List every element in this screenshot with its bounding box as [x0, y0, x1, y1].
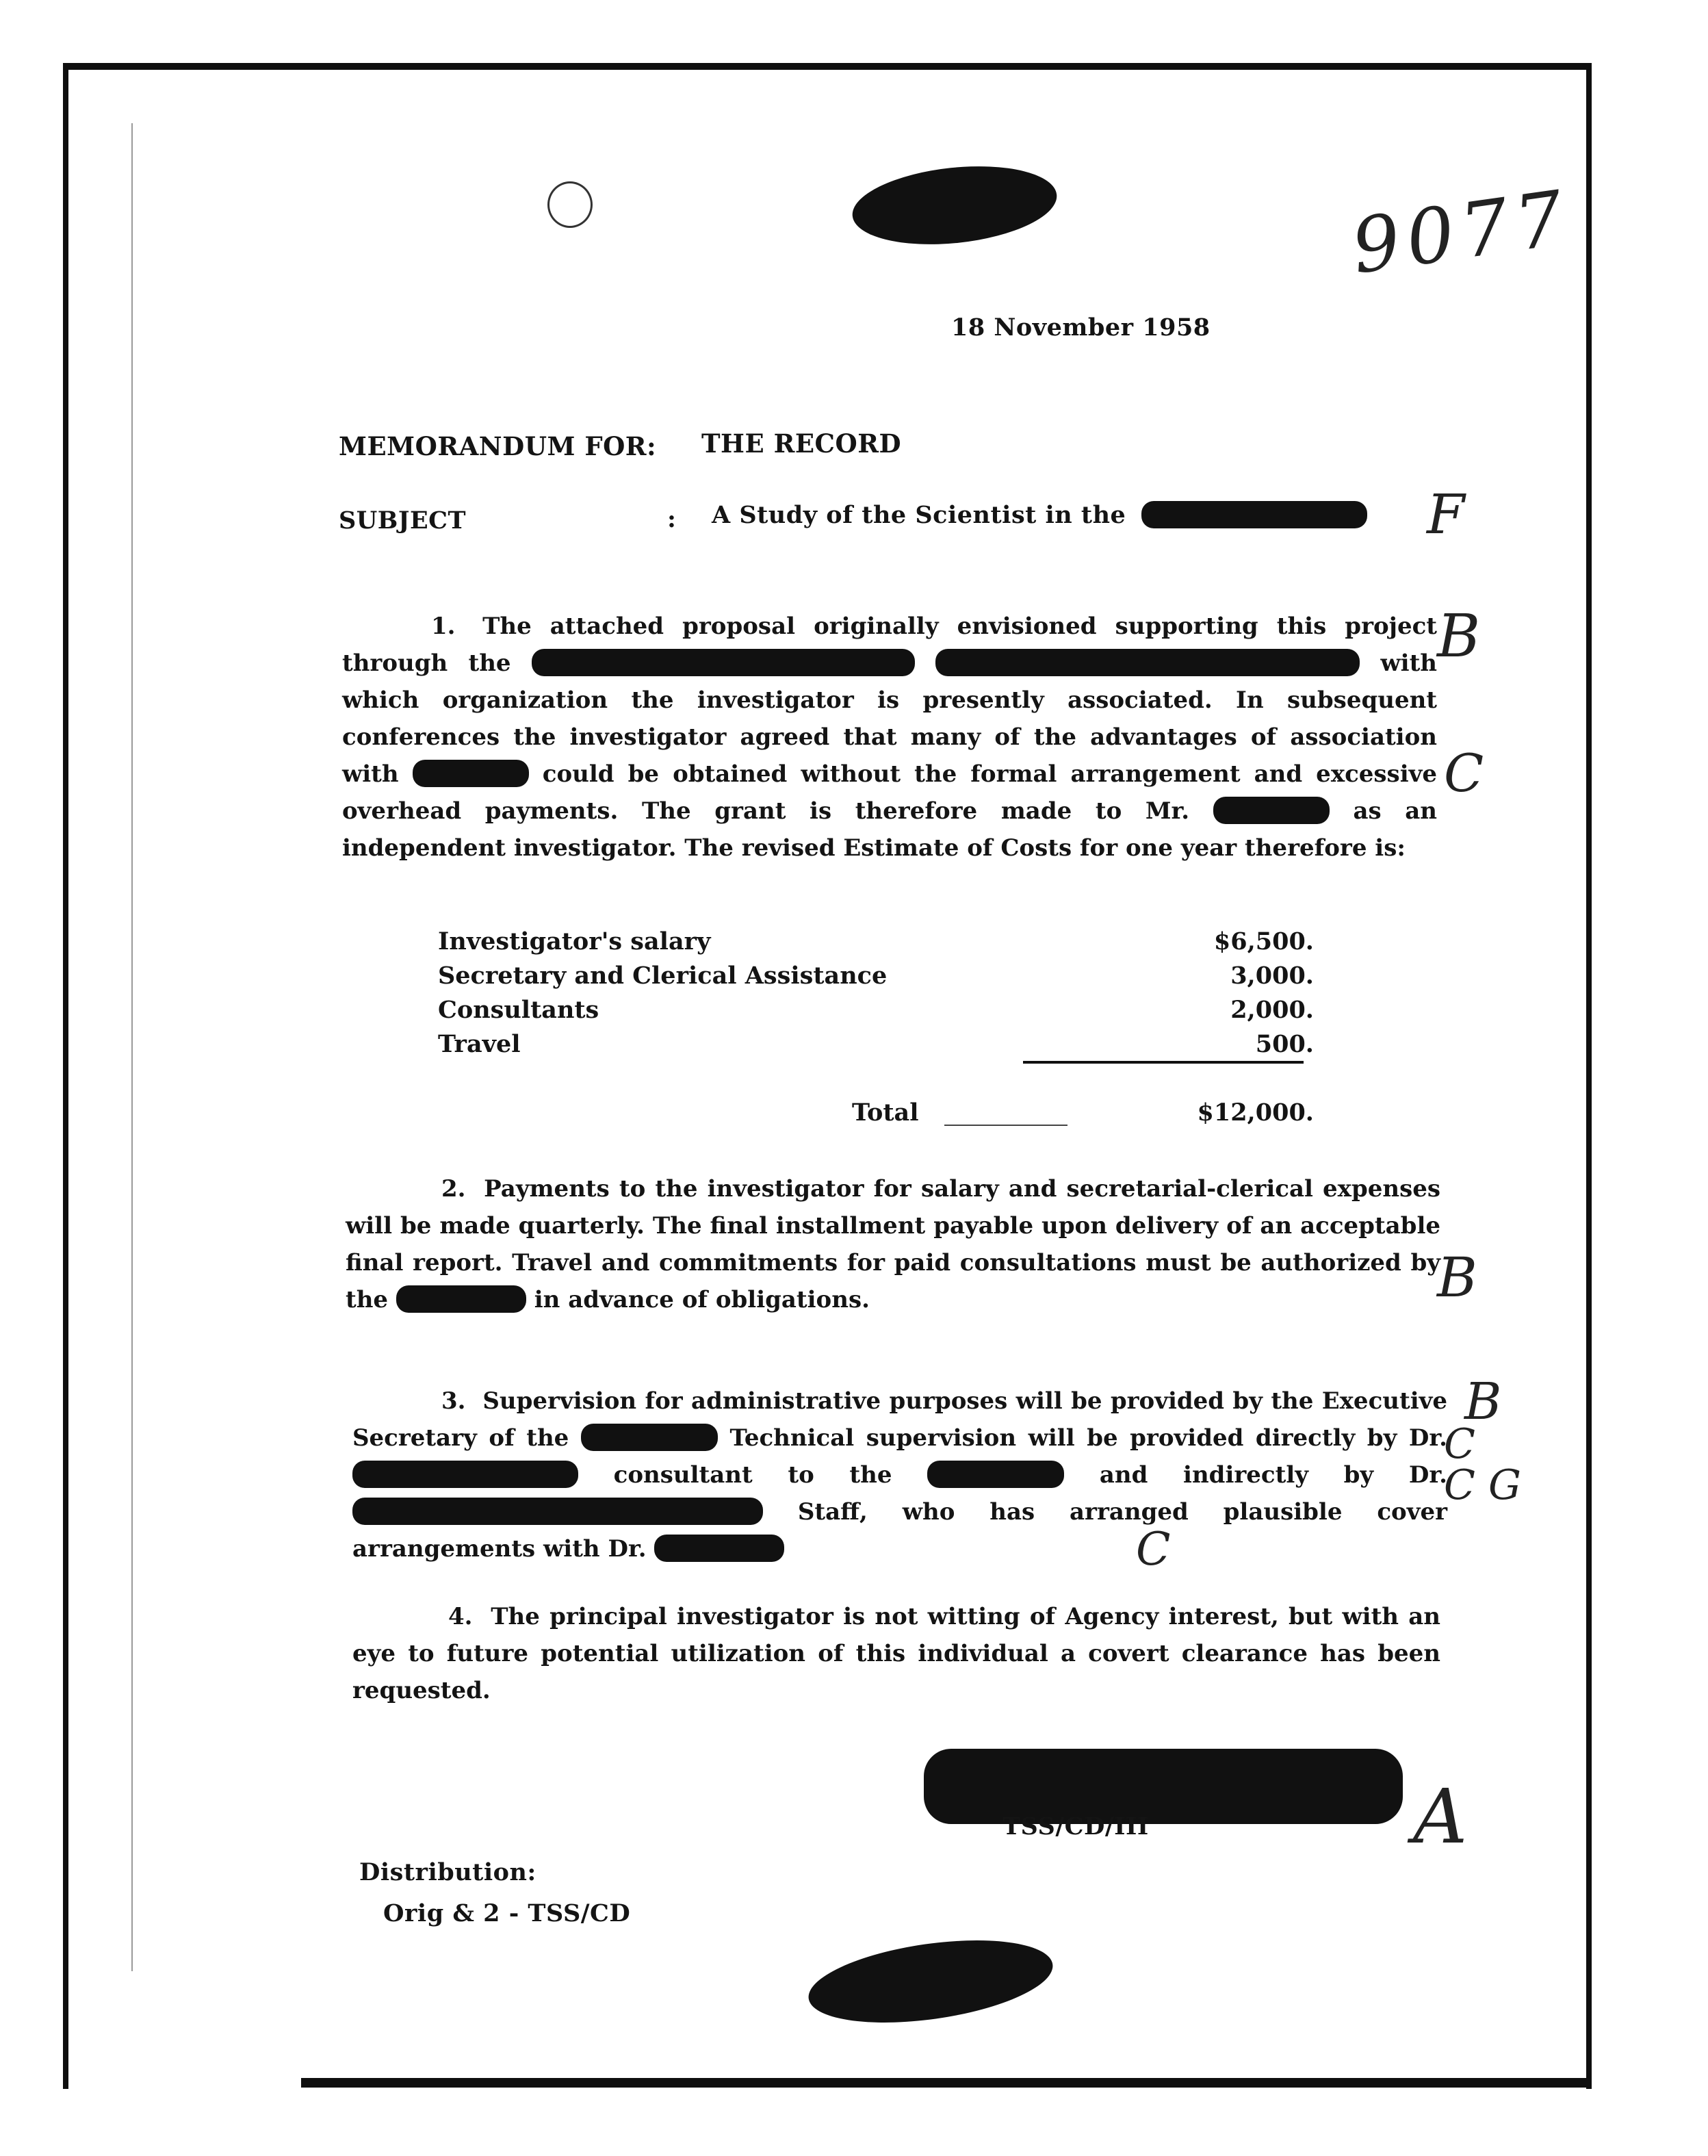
distribution-label: Distribution: [359, 1858, 536, 1886]
redaction-block [352, 1498, 763, 1525]
scan-border-left [63, 63, 68, 2089]
paragraph-4-number: 4. [448, 1603, 473, 1630]
paragraph-4-text: The principal investigator is not witting of Agency interest, but with an eye to future potential utilization of this individual a covert clearance has been requested. [352, 1603, 1440, 1704]
memo-date: 18 November 1958 [951, 313, 1211, 342]
redaction-block [396, 1285, 526, 1313]
scan-border-bottom [301, 2078, 1592, 2088]
redaction-block [413, 760, 529, 787]
distribution-line: Orig & 2 - TSS/CD [383, 1899, 631, 1927]
signature-office: TSS/CD/III [1002, 1812, 1149, 1840]
paragraph-1-text-b: with which organization the investigator is presently associated. In subsequent conferences the investigator agreed that many of the advantages of association with [342, 650, 1438, 788]
redaction-block [1141, 501, 1367, 528]
paragraph-2-number: 2. [441, 1175, 466, 1203]
paragraph-1 [342, 608, 1437, 867]
paragraph-3-text-d: and indirectly by Dr. [1099, 1461, 1447, 1489]
margin-mark-subject: F [1427, 483, 1465, 546]
subject-text [712, 501, 1367, 529]
redaction-block [927, 1461, 1064, 1488]
cost-total-rule [1023, 1061, 1304, 1064]
paragraph-3 [352, 1383, 1447, 1567]
cost-total-leader [944, 1125, 1068, 1126]
subject-label: SUBJECT [339, 506, 467, 535]
margin-mark-p3d: C [1136, 1523, 1171, 1576]
redaction-block [352, 1461, 578, 1488]
redaction-block [532, 649, 915, 676]
signature-redaction [924, 1749, 1403, 1824]
paragraph-3-text-a: Supervision for administrative purposes will be provided by the Executive Secretary of the [352, 1387, 1447, 1452]
paragraph-3-text-b: Technical supervision will be provided directly by Dr. [729, 1424, 1447, 1452]
bottom-ink-blot [803, 1927, 1058, 2036]
paragraph-1-text-a: The attached proposal originally envisioned supporting this project through the [342, 613, 1437, 677]
cost-label: Investigator's salary [438, 927, 711, 955]
paragraph-1-text-c: could be obtained without the formal arrangement and excessive overhead payments. The grant is therefore made to Mr. [342, 760, 1438, 825]
cost-amount: 2,000. [1230, 996, 1314, 1024]
paragraph-3-number: 3. [441, 1387, 466, 1415]
cost-total-amount: $12,000. [1197, 1099, 1314, 1127]
subject-text-content: A Study of the Scientist in the [712, 501, 1126, 529]
cost-label: Secretary and Clerical Assistance [438, 962, 888, 990]
margin-mark-p3b: C [1444, 1420, 1475, 1468]
paragraph-3-text-e: Staff, who has arranged plausible cover arrangements with Dr. [352, 1498, 1447, 1563]
punch-hole-mark [547, 181, 593, 228]
paragraph-2-text-b: in advance of obligations. [534, 1286, 870, 1313]
cost-amount: 3,000. [1230, 962, 1314, 990]
cost-label: Travel [438, 1030, 521, 1058]
cost-label: Consultants [438, 996, 599, 1024]
handwritten-document-number: 9077 [1346, 173, 1576, 291]
cost-total-label: Total [852, 1099, 919, 1127]
cost-amount: 500. [1255, 1030, 1314, 1058]
margin-mark-signature: A [1413, 1773, 1468, 1860]
scan-inner-margin-line [131, 123, 133, 1971]
memo-for-label: MEMORANDUM FOR: [339, 431, 657, 461]
top-ink-blot [849, 157, 1061, 254]
redaction-block [581, 1424, 718, 1451]
paragraph-1-text-d: as an independent investigator. The revised Estimate of Costs for one year therefore is: [342, 797, 1437, 862]
margin-mark-p2: B [1437, 1246, 1477, 1309]
margin-mark-p3c: C G [1444, 1461, 1521, 1509]
margin-mark-p1a: B [1437, 602, 1481, 671]
redaction-block [654, 1535, 784, 1562]
paragraph-3-text-c: consultant to the [613, 1461, 892, 1489]
margin-mark-p1b: C [1444, 743, 1484, 804]
redaction-block [1213, 797, 1330, 824]
subject-colon: : [667, 505, 677, 533]
scan-border-right [1586, 63, 1592, 2089]
paragraph-2 [346, 1170, 1440, 1318]
paragraph-1-number: 1. [431, 613, 456, 640]
margin-mark-p3a: B [1464, 1372, 1502, 1431]
redaction-block [935, 649, 1360, 676]
paragraph-4 [352, 1598, 1440, 1709]
paragraph-2-text-a: Payments to the investigator for salary and secretarial-clerical expenses will be made quarterly. The final installment payable upon delivery of an acceptable final report. Travel and commitments for paid consultations must be authorized by the [346, 1175, 1440, 1313]
cost-amount: $6,500. [1213, 927, 1314, 955]
scan-border-top [65, 63, 1591, 70]
memo-to: THE RECORD [701, 428, 902, 459]
